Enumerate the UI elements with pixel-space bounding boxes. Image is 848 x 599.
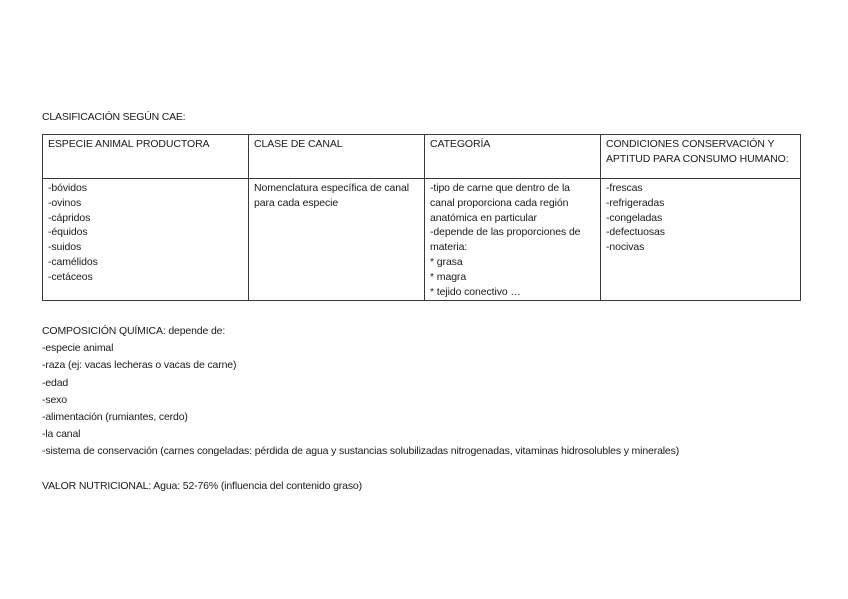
table-header-row xyxy=(43,135,801,179)
cae-classification-table xyxy=(42,134,801,301)
header-categoria: CATEGORÍA xyxy=(425,135,601,179)
table-row xyxy=(43,179,801,301)
list-item: -frescas xyxy=(606,182,643,194)
list-item: * tejido conectivo … xyxy=(430,285,521,298)
list-item: -bóvidos xyxy=(48,182,87,194)
list-item: -la canal xyxy=(42,428,81,441)
valor-nutricional-text: VALOR NUTRICIONAL: Agua: 52-76% (influencia del contenido graso) xyxy=(42,480,362,492)
header-condiciones: CONDICIONES CONSERVACIÓN Y APTITUD PARA CONSUMO HUMANO: xyxy=(601,135,801,179)
header-especie: ESPECIE ANIMAL PRODUCTORA xyxy=(43,135,249,179)
list-item: -especie animal xyxy=(42,342,114,355)
list-item: -équidos xyxy=(48,226,88,239)
categoria-text-1: -tipo de carne que dentro de la canal proporciona cada región anatómica en particular xyxy=(430,182,570,224)
list-item: -nocivas xyxy=(606,241,645,254)
list-item: -camélidos xyxy=(48,255,98,268)
list-item: -alimentación (rumiantes, cerdo) xyxy=(42,411,188,424)
cell-especie xyxy=(43,179,249,301)
classification-heading: CLASIFICACIÓN SEGÚN CAE: xyxy=(42,111,186,123)
list-item: -cetáceos xyxy=(48,270,93,283)
valor-nutricional-section xyxy=(42,478,362,495)
list-item: -cápridos xyxy=(48,211,91,224)
list-item: * grasa xyxy=(430,255,463,268)
list-item: -congeladas xyxy=(606,211,663,224)
cell-clase xyxy=(249,179,425,301)
list-item: -suidos xyxy=(48,241,82,254)
list-item: -sexo xyxy=(42,393,67,406)
cell-categoria xyxy=(425,179,601,301)
composicion-title: COMPOSICIÓN QUÍMICA: depende de: xyxy=(42,325,226,337)
composicion-section xyxy=(42,323,679,461)
clase-text: Nomenclatura específica de canal para cada especie xyxy=(254,182,409,209)
list-item: -edad xyxy=(42,376,69,389)
list-item: -raza (ej: vacas lecheras o vacas de carne) xyxy=(42,359,237,372)
list-item: -sistema de conservación (carnes congeladas: pérdida de agua y sustancias solubilizadas nitrogenadas, vitaminas hidrosolubles y minerales) xyxy=(42,445,680,458)
categoria-text-2: -depende de las proporciones de materia: xyxy=(430,226,581,254)
cell-condiciones xyxy=(601,179,801,301)
list-item: -ovinos xyxy=(48,196,82,209)
list-item: -refrigeradas xyxy=(606,196,665,209)
list-item: * magra xyxy=(430,270,467,283)
header-clase: CLASE DE CANAL xyxy=(249,135,425,179)
list-item: -defectuosas xyxy=(606,226,665,239)
